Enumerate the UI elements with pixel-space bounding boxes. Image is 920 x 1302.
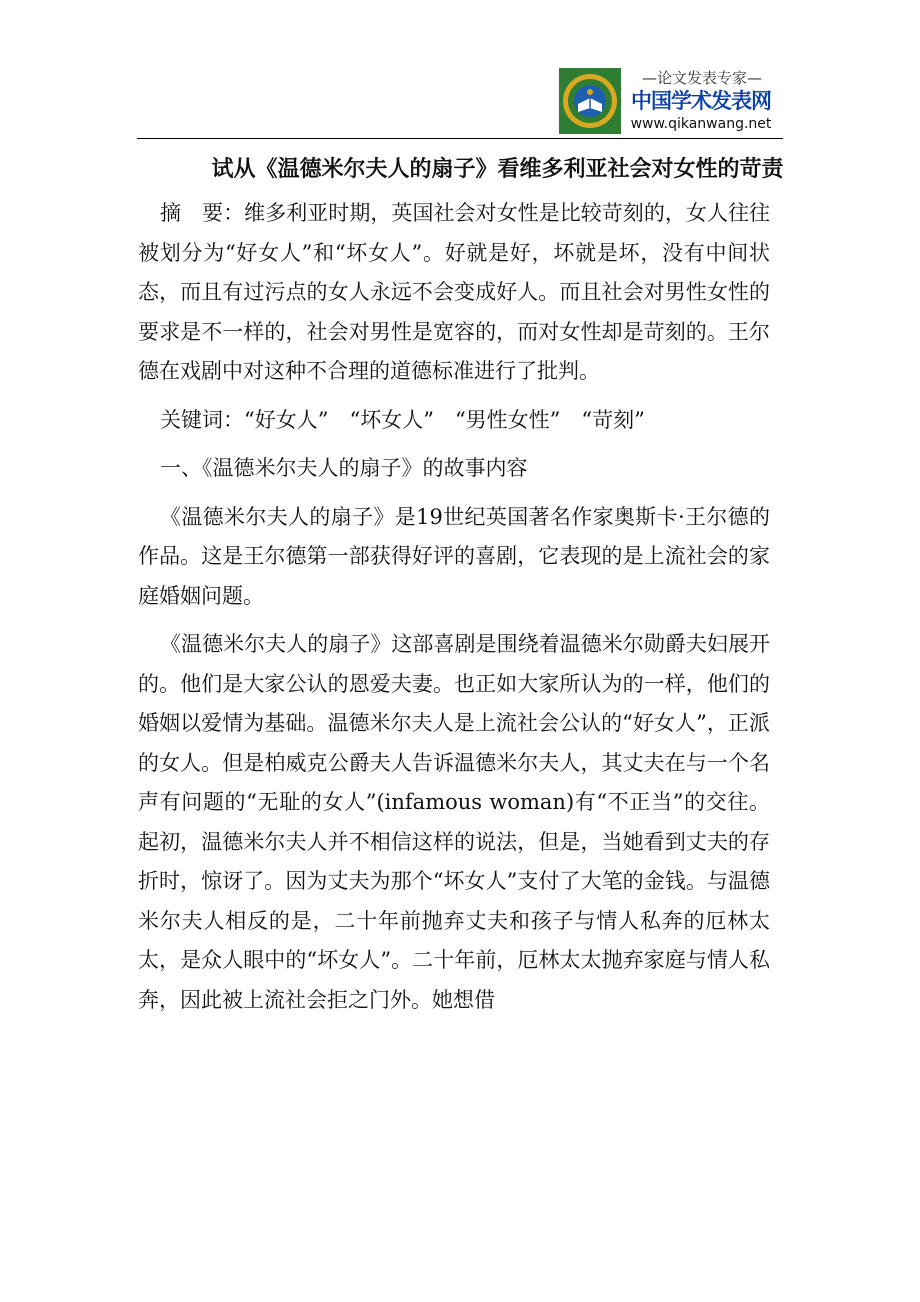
header-divider [137, 138, 783, 139]
logo-url: www.qikanwang.net [630, 116, 772, 132]
logo-slogan: —论文发表专家— [641, 69, 762, 87]
keywords-line: 关键词：“好女人” “坏女人” “男性女性” “苛刻” [160, 407, 645, 432]
publisher-logo [557, 66, 781, 138]
body-paragraph-1: 《温德米尔夫人的扇子》是19世纪英国著名作家奥斯卡·王尔德的作品。这是王尔德第一部获得好评的喜剧，它表现的是上流社会的家庭婚姻问题。 [138, 504, 770, 608]
abstract-label: 摘 要： [160, 201, 245, 225]
abstract-paragraph [138, 194, 770, 392]
article-title: 试从《温德米尔夫人的扇子》看维多利亚社会对女性的苛责 [211, 157, 784, 182]
body-paragraph-2: 《温德米尔夫人的扇子》这部喜剧是围绕着温德米尔勋爵夫妇展开的。他们是大家公认的恩爱夫妻。也正如大家所认为的一样，他们的婚姻以爱情为基础。温德米尔夫人是上流社会公认的“好女人”，正派的女人。但是柏威克公爵夫人告诉温德米尔夫人，其丈夫在与一个名声有问题的“无耻的女人”(infamous woman)有“不正当”的交往。起初，温德米尔夫人并不相信这样的说法，但是，当她看到丈夫的存折时，惊讶了。因为丈夫为那个“坏女人”支付了大笔的金钱。与温德米尔夫人相反的是，二十年前抛弃丈夫和孩子与情人私奔的厄林太太，是众人眼中的“坏女人”。二十年前，厄林太太抛弃家庭与情人私奔，因此被上流社会拒之门外。她想借 [138, 632, 770, 1012]
seal-emblem-icon [559, 68, 621, 134]
logo-name: 中国学术发表网 [631, 89, 771, 113]
section-heading: 一、《温德米尔夫人的扇子》的故事内容 [160, 456, 528, 480]
abstract-text: 维多利亚时期，英国社会对女性是比较苛刻的，女人往往被划分为“好女人”和“坏女人”。好就是好，坏就是坏，没有中间状态，而且有过污点的女人永远不会变成好人。而且社会对男性女性的要求是不一样的，社会对男性是宽容的，而对女性却是苛刻的。王尔德在戏剧中对这种不合理的道德标准进行了批判。 [138, 201, 771, 383]
article-body [138, 194, 770, 1020]
